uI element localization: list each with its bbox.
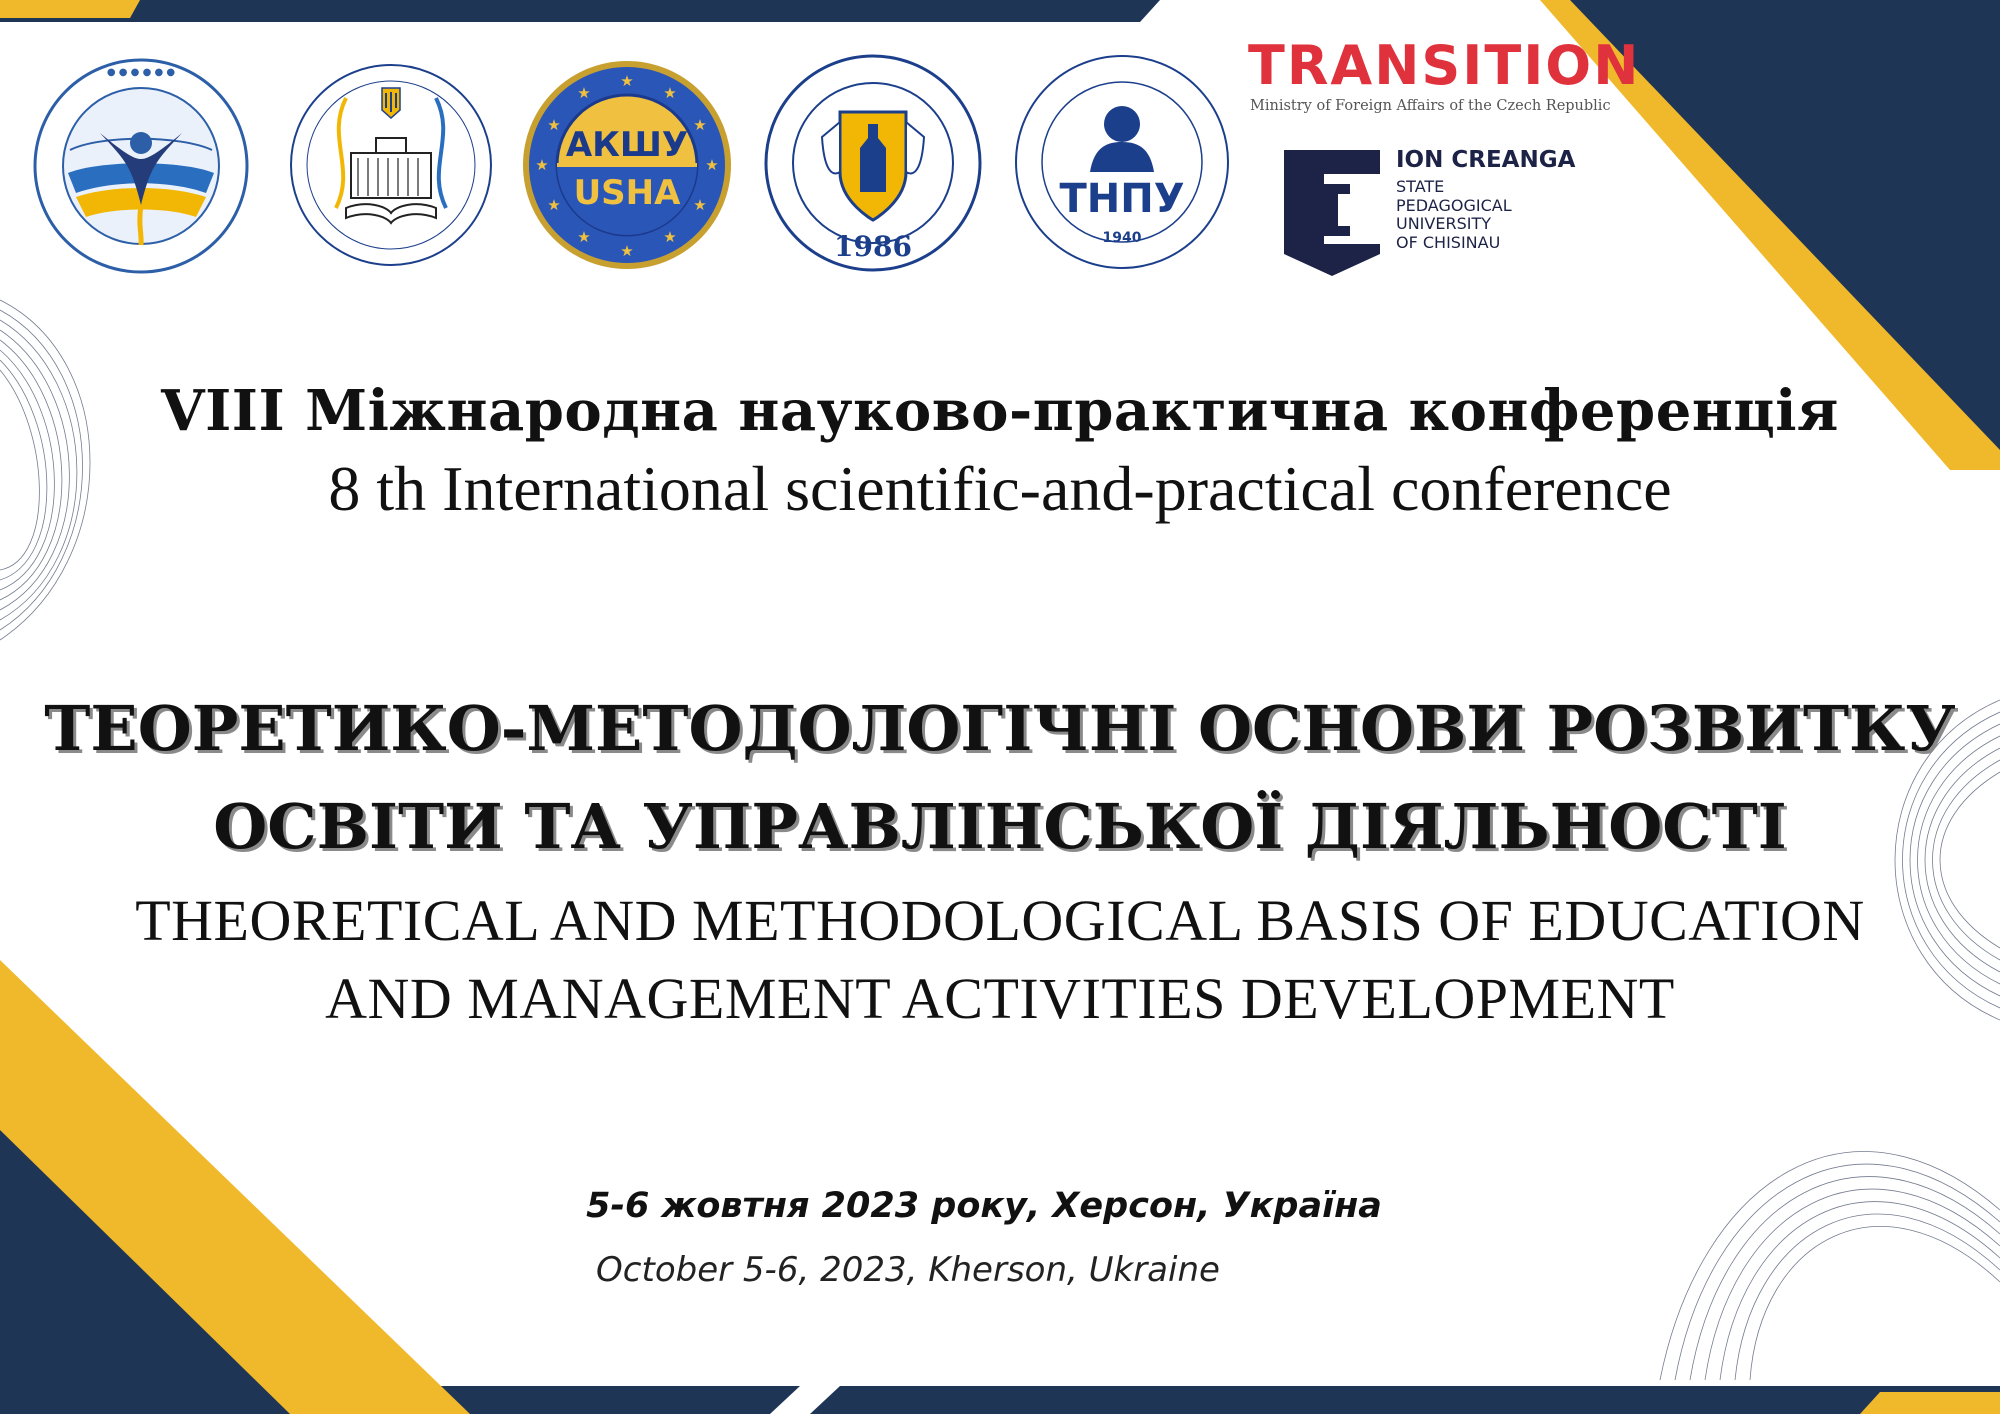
- topic-title-en: [0, 882, 2000, 1038]
- svg-text:★: ★: [663, 84, 677, 102]
- top-navy-bar: [0, 0, 1160, 22]
- top-white-slant: [1165, 0, 1210, 16]
- ion-creanga-subtitle: STATE PEDAGOGICAL UNIVERSITY OF CHISINAU: [1396, 177, 1512, 252]
- topic-title-ua: [0, 680, 2000, 876]
- skovoroda-year: 1986: [834, 230, 912, 263]
- conference-title-ua: VIII Міжнародна науково-практична конференція: [161, 378, 1839, 444]
- transition-logo-name: TRANSITION: [1248, 34, 1641, 97]
- logo-ring-text: ● ● ● ● ● ●: [106, 67, 176, 78]
- svg-text:★: ★: [547, 196, 561, 214]
- event-date-en: October 5-6, 2023, Kherson, Ukraine: [596, 1250, 1220, 1290]
- transition-logo-subtitle: Ministry of Foreign Affairs of the Czech Republic: [1250, 98, 1611, 114]
- svg-text:★: ★: [547, 116, 561, 134]
- svg-text:★: ★: [663, 228, 677, 246]
- svg-text:★: ★: [577, 84, 591, 102]
- bottom-gold-stripe: [1860, 1392, 2000, 1414]
- svg-text:★: ★: [705, 156, 719, 174]
- kherson-academy-logo: [286, 58, 496, 273]
- top-gold-stripe: [0, 0, 140, 18]
- bottom-navy-bar: [420, 1386, 2000, 1414]
- topic-ua-line-1: ТЕОРЕТИКО-МЕТОДОЛОГІЧНІ ОСНОВИ РОЗВИТКУ: [44, 692, 1956, 765]
- svg-text:★: ★: [620, 72, 634, 90]
- svg-text:★: ★: [693, 116, 707, 134]
- akshu-top-text: АКШУ: [565, 125, 689, 165]
- akshu-usha-logo: [520, 58, 734, 272]
- conference-title-en: 8 th International scientific-and-practical conference: [328, 453, 1672, 524]
- skovoroda-university-logo: [762, 52, 984, 274]
- svg-text:★: ★: [693, 196, 707, 214]
- event-date-ua: 5-6 жовтня 2023 року, Херсон, Україна: [586, 1186, 1382, 1226]
- svg-text:★: ★: [535, 156, 549, 174]
- ion-creanga-name: ION CREANGA: [1396, 147, 1576, 173]
- tnpu-year: 1940: [1102, 230, 1142, 246]
- portrait-icon: [1104, 106, 1140, 142]
- svg-text:★: ★: [577, 228, 591, 246]
- tnpu-abbr: ТНПУ: [1059, 176, 1185, 222]
- svg-text:★: ★: [620, 242, 634, 260]
- topic-ua-line-2: ОСВІТИ ТА УПРАВЛІНСЬКОЇ ДІЯЛЬНОСТІ: [213, 790, 1787, 863]
- institute-of-pedagogy-logo: [30, 55, 252, 277]
- topic-en-line-1: THEORETICAL AND METHODOLOGICAL BASIS OF EDUCATION: [135, 888, 1865, 953]
- topic-en-line-2: AND MANAGEMENT ACTIVITIES DEVELOPMENT: [325, 966, 1675, 1031]
- tnpu-logo: [1012, 52, 1232, 272]
- akshu-bottom-text: USHA: [573, 173, 681, 213]
- ion-creanga-emblem: [1284, 150, 1380, 276]
